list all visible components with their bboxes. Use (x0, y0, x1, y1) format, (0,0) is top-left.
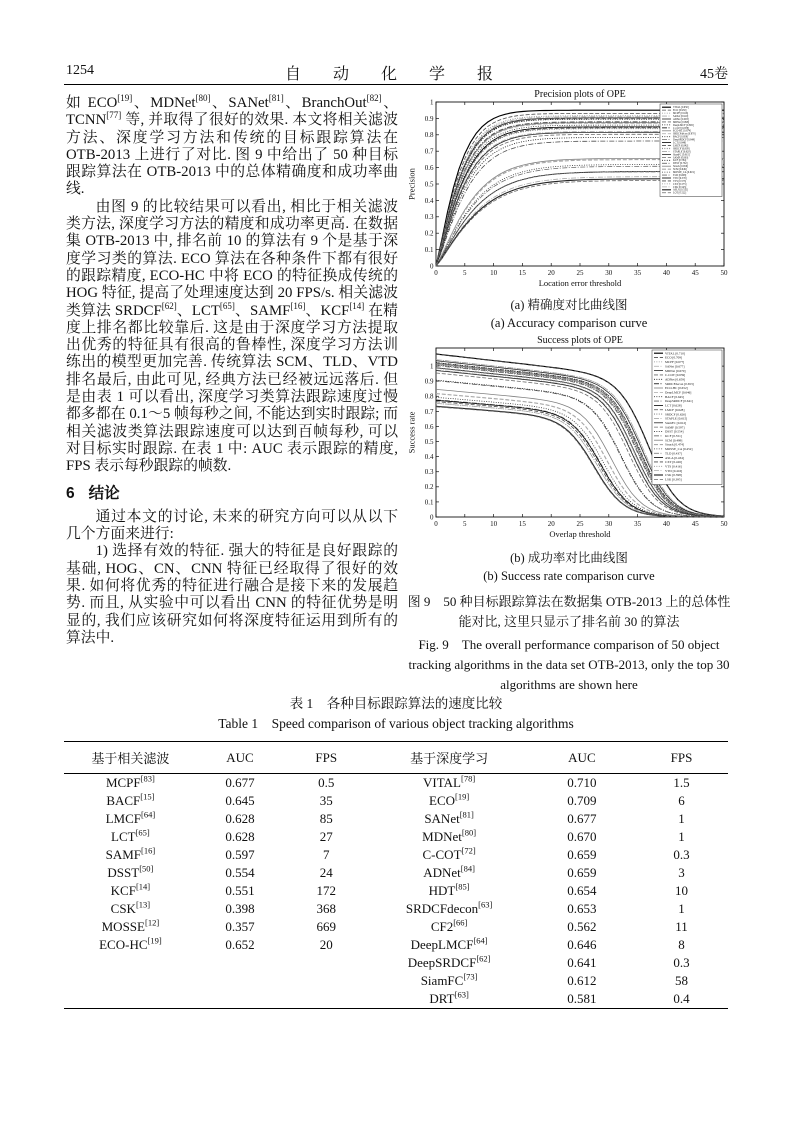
svg-text:CXT [0.426]: CXT [0.426] (665, 460, 682, 465)
svg-text:C-COT [0.659]: C-COT [0.659] (665, 373, 686, 378)
table-cell: 0.398 (225, 901, 255, 916)
svg-text:VITAL [0.950]: VITAL [0.950] (673, 106, 689, 110)
svg-text:DeepLMCF [0.646]: DeepLMCF [0.646] (665, 390, 692, 395)
svg-text:0.7: 0.7 (424, 147, 434, 156)
svg-text:DeepLMCF [0.895]: DeepLMCF [0.895] (673, 123, 694, 127)
svg-text:10: 10 (490, 520, 498, 528)
table-cell: 1.5 (673, 775, 690, 790)
table-cell (64, 954, 197, 972)
table-row (64, 846, 728, 864)
svg-text:Struck [0.474]: Struck [0.474] (665, 442, 685, 447)
page-header (64, 60, 728, 82)
svg-text:45: 45 (691, 520, 699, 528)
svg-text:30: 30 (605, 520, 613, 528)
table-header-cell: FPS (635, 742, 728, 774)
table-cell (64, 972, 197, 990)
svg-text:0.5: 0.5 (424, 437, 434, 446)
svg-text:ADNet [0.659]: ADNet [0.659] (665, 377, 685, 382)
table-cell: CSK[13] (110, 899, 151, 916)
svg-text:Precision: Precision (406, 168, 417, 200)
table-cell: 0.581 (567, 991, 597, 1006)
speed-table (64, 741, 728, 1009)
svg-text:0.9: 0.9 (424, 377, 434, 386)
svg-text:Struck [0.656]: Struck [0.656] (673, 165, 688, 169)
svg-text:15: 15 (518, 269, 526, 277)
svg-text:VTD [0.576]: VTD [0.576] (673, 176, 687, 180)
speed-table-body (64, 774, 728, 1009)
table-cell: SANet[81] (424, 809, 474, 826)
table-row (64, 864, 728, 882)
svg-text:ECO-HC [0.652]: ECO-HC [0.652] (665, 386, 688, 391)
svg-text:0.4: 0.4 (424, 453, 434, 462)
table-title-en: Table 1 Speed comparison of various object tracking algorithms (218, 716, 574, 731)
svg-text:KCF [0.551]: KCF [0.551] (665, 434, 682, 439)
figure-caption-en: Fig. 9 The overall performance comparison of 50 object tracking algorithms in the data set OTB-2013, only the top 30 algorithms are shown here (408, 637, 730, 692)
svg-text:Success plots of OPE: Success plots of OPE (537, 336, 623, 346)
svg-text:VTS [0.416]: VTS [0.416] (665, 464, 682, 469)
svg-text:BACF [0.859]: BACF [0.859] (673, 135, 688, 139)
right-column (406, 88, 732, 695)
precision-plot (406, 88, 732, 295)
table-cell: 1 (678, 901, 685, 916)
svg-text:Location error threshold: Location error threshold (538, 278, 622, 288)
table-cell: 0.677 (567, 811, 597, 826)
svg-text:DSST [0.762]: DSST [0.762] (673, 162, 688, 166)
section-heading (66, 485, 398, 502)
svg-text:VTS [0.575]: VTS [0.575] (673, 179, 687, 183)
body-paragraph: 由图 9 的比较结果可以看出, 相比于相关滤波类方法, 深度学习方法的精度和成功率更高. 在数据集 OTB-2013 中, 排名前 10 的算法有 9 个是基于深度学习类的算法. ECO 算法在各种条件下都有很好的跟踪精度, ECO-HC 中将 ECO 的特征换成传统的 HOG 特征, 提高了处理速度达到 20 FPS/s. 相关滤波类算法 SRDCF[62]、LCT[65]、SAMF[16]、KCF[14] 在精度上排名都比较靠后. 这是由于深度学习方法提取出优秀的特征具有很高的鲁棒性, 深度学习方法训练出的模型更加完善. 传统算法 SCM、TLD、VTD 排名最后, 由此可见, 经典方法已经被远远落后. 但是由表 1 可以看出, 深度学习类算法跟踪速度过慢都多都在 0.1～5 帧每秒之间, 不能达到实时跟踪; 而相关滤波类算法跟踪速度可以达到百帧每秒, 可以对目标实时跟踪. 在表 1 中: AUC 表示跟踪的精度, FPS 表示每秒跟踪的帧数. (66, 198, 398, 475)
svg-text:ECO [0.930]: ECO [0.930] (673, 109, 687, 113)
svg-text:LCT [0.628]: LCT [0.628] (665, 403, 682, 408)
table-cell: 0.628 (225, 829, 255, 844)
svg-text:SRDCFdecon [0.870]: SRDCFdecon [0.870] (673, 132, 696, 136)
svg-text:CXT [0.575]: CXT [0.575] (673, 182, 687, 186)
table-cell: 0.597 (225, 847, 255, 862)
table-cell: ADNet[84] (423, 863, 475, 880)
svg-text:0: 0 (430, 513, 434, 522)
svg-text:30: 30 (605, 269, 613, 277)
svg-text:CSK [0.545]: CSK [0.545] (673, 185, 687, 189)
table-cell: 0.3 (673, 955, 690, 970)
svg-text:SRDCF [0.838]: SRDCF [0.838] (673, 147, 690, 151)
svg-text:SiamFC [0.815]: SiamFC [0.815] (673, 153, 690, 157)
svg-text:MOSSE_CA [0.452]: MOSSE_CA [0.452] (665, 447, 693, 452)
svg-text:KCF [0.784]: KCF [0.784] (673, 159, 687, 163)
table-cell: C-COT[72] (422, 845, 476, 862)
table-cell: BACF[15] (106, 791, 155, 808)
table-row (64, 774, 728, 793)
svg-text:STAPLE [0.615]: STAPLE [0.615] (665, 416, 688, 421)
table-cell: 0.646 (567, 937, 597, 952)
svg-text:STAPLE [0.820]: STAPLE [0.820] (673, 150, 691, 154)
svg-text:MCPF [0.677]: MCPF [0.677] (665, 360, 685, 365)
speed-table-head (64, 742, 728, 774)
table-row (64, 918, 728, 936)
svg-text:SANet [0.677]: SANet [0.677] (665, 364, 685, 369)
table-cell (197, 972, 283, 990)
volume-label: 45卷 (700, 67, 728, 82)
svg-text:40: 40 (662, 269, 670, 277)
svg-text:50: 50 (720, 520, 728, 528)
svg-text:ASLA [0.532]: ASLA [0.532] (673, 188, 688, 192)
table-cell: DeepSRDCF[62] (407, 953, 491, 970)
svg-text:0.3: 0.3 (424, 468, 434, 477)
table-cell (197, 990, 283, 1009)
svg-text:MCPF [0.916]: MCPF [0.916] (673, 112, 689, 116)
svg-text:20: 20 (547, 520, 555, 528)
svg-text:10: 10 (490, 269, 498, 277)
header-rule (64, 84, 728, 85)
table-cell: 0.5 (318, 775, 335, 790)
figure-caption-cn: 图 9 50 种目标跟踪算法在数据集 OTB-2013 上的总体性能对比, 这里只显示了排名前 30 的算法 (407, 594, 731, 629)
table-cell: 0.3 (673, 847, 690, 862)
svg-text:BACF [0.645]: BACF [0.645] (665, 394, 685, 399)
table-cell: 10 (675, 883, 688, 898)
svg-text:VITAL [0.710]: VITAL [0.710] (665, 351, 685, 356)
svg-text:SRDCFdecon [0.653]: SRDCFdecon [0.653] (665, 381, 694, 386)
table-row (64, 792, 728, 810)
table-cell: 24 (319, 865, 333, 880)
table-header-cell: AUC (529, 742, 635, 774)
svg-text:Overlap threshold: Overlap threshold (549, 529, 611, 539)
table-cell: DRT[63] (429, 989, 469, 1006)
table-cell: HDT[85] (428, 881, 470, 898)
table-cell: 85 (319, 811, 333, 826)
table-cell: 0.645 (225, 793, 255, 808)
table-section (64, 694, 728, 1009)
table-cell: MDNet[80] (422, 827, 477, 844)
table-cell: SiamFC[73] (420, 971, 478, 988)
svg-text:SRDCF [0.626]: SRDCF [0.626] (665, 412, 686, 417)
table-cell: DSST[50] (107, 863, 154, 880)
table-cell: 0.551 (225, 883, 255, 898)
table-cell: 35 (319, 793, 333, 808)
table-cell: 0.654 (567, 883, 597, 898)
table-cell: 7 (323, 847, 330, 862)
svg-text:DeepSRDCF [0.641]: DeepSRDCF [0.641] (665, 399, 693, 404)
svg-text:0: 0 (434, 269, 438, 277)
svg-text:Precision plots of OPE: Precision plots of OPE (534, 89, 626, 100)
svg-text:0.8: 0.8 (424, 131, 434, 140)
table-cell: 27 (319, 829, 333, 844)
journal-title: 自 动 化 学 报 (284, 66, 507, 83)
table-cell: 1 (678, 829, 685, 844)
table-cell: 3 (678, 865, 685, 880)
svg-text:5: 5 (463, 520, 467, 528)
table-cell (283, 990, 369, 1009)
table-cell: 0.659 (567, 865, 597, 880)
table-cell (197, 954, 283, 972)
body-paragraph: 如 ECO[19]、MDNet[80]、SANet[81]、BranchOut[82]、TCNN[77] 等, 并取得了很好的效果. 本文将相关滤波方法、深度学习方法和传统的目标跟踪算法在 OTB-2013 上进行了对比. 图 9 中给出了 50 种目标跟踪算法在 OTB-2013 中的总体精确度和成功率曲线. (66, 93, 398, 198)
svg-text:DSST [0.554]: DSST [0.554] (665, 429, 684, 434)
svg-text:0.4: 0.4 (424, 196, 434, 205)
table-cell: SAMF[16] (105, 845, 156, 862)
svg-text:0.6: 0.6 (424, 422, 434, 431)
svg-text:0.2: 0.2 (424, 229, 434, 238)
table-cell: 0.4 (673, 991, 690, 1006)
svg-text:0.1: 0.1 (424, 498, 434, 507)
page-number: 1254 (66, 63, 94, 78)
svg-text:1: 1 (430, 98, 434, 107)
table-cell: KCF[14] (110, 881, 151, 898)
svg-text:1: 1 (430, 362, 434, 371)
table-cell: 0.652 (225, 937, 255, 952)
svg-text:40: 40 (662, 520, 670, 528)
svg-text:VTD [0.416]: VTD [0.416] (665, 468, 683, 473)
table-cell: LCT[65] (111, 827, 150, 844)
table-row (64, 882, 728, 900)
table-cell: 0.653 (567, 901, 597, 916)
svg-text:0.6: 0.6 (424, 164, 434, 172)
svg-text:LMCF [0.628]: LMCF [0.628] (665, 407, 685, 412)
svg-text:MOSSE_CA [0.619]: MOSSE_CA [0.619] (673, 171, 695, 175)
svg-text:35: 35 (634, 520, 642, 528)
svg-text:SiamFC [0.612]: SiamFC [0.612] (665, 420, 687, 425)
table-cell: LMCF[64] (105, 809, 156, 826)
table-header-cell: 基于相关滤波 (64, 742, 197, 774)
table-cell: 6 (678, 793, 685, 808)
table-header-cell: AUC (197, 742, 283, 774)
table-cell (283, 954, 369, 972)
table-cell: 0.628 (225, 811, 255, 826)
table-cell: 0.357 (225, 919, 255, 934)
svg-text:ECO [0.709]: ECO [0.709] (665, 355, 683, 360)
body-paragraph: 1) 选择有效的特征. 强大的特征是良好跟踪的基础, HOG、CN、CNN 特征已经取得了很好的效果. 如何将优秀的特征进行融合是接下来的发展趋势. 而且, 从实验中可以看出 CNN 的特征优势是明显的, 我们应该研究如何将深度特征运用到所有的算法中. (66, 543, 398, 646)
table-cell: CF2[66] (430, 917, 468, 934)
svg-text:0.9: 0.9 (424, 114, 434, 123)
table-cell: 58 (675, 973, 688, 988)
svg-text:0.3: 0.3 (424, 213, 434, 222)
table-cell: 0.641 (567, 955, 597, 970)
svg-text:ECO-HC [0.874]: ECO-HC [0.874] (673, 129, 691, 133)
svg-text:25: 25 (576, 269, 584, 277)
section-title: 结论 (88, 484, 120, 502)
table-cell (283, 972, 369, 990)
table-cell: 669 (316, 919, 337, 934)
svg-text:TLD [0.608]: TLD [0.608] (673, 173, 687, 177)
svg-text:0: 0 (430, 262, 434, 271)
svg-text:35: 35 (634, 269, 642, 277)
svg-text:0.1: 0.1 (424, 246, 434, 254)
section-number: 6 (66, 484, 75, 502)
svg-text:50: 50 (720, 269, 728, 277)
svg-text:15: 15 (518, 520, 526, 528)
svg-text:Success rate: Success rate (406, 411, 417, 454)
table-cell: 0.562 (567, 919, 597, 934)
table-cell: 20 (319, 937, 333, 952)
svg-text:LOT [0.522]: LOT [0.522] (673, 191, 687, 195)
table-cell: 0.710 (567, 775, 597, 790)
svg-text:C-COT [0.878]: C-COT [0.878] (673, 126, 689, 130)
table-cell: 11 (675, 919, 688, 934)
body-paragraph: 通过本文的讨论, 未来的研究方向可以从以下几个方面来进行: (66, 508, 398, 543)
svg-text:SAMF [0.803]: SAMF [0.803] (673, 156, 689, 160)
table-cell: 0.659 (567, 847, 597, 862)
table-cell: 0.677 (225, 775, 255, 790)
table-cell: 172 (316, 883, 337, 898)
table-cell: SRDCFdecon[63] (405, 899, 493, 916)
table-header-row (64, 742, 728, 774)
table-row (64, 810, 728, 828)
svg-text:0.5: 0.5 (424, 180, 434, 189)
svg-text:LMCF [0.842]: LMCF [0.842] (673, 144, 689, 148)
svg-text:ADNet [0.903]: ADNet [0.903] (673, 117, 689, 121)
svg-text:5: 5 (463, 269, 467, 277)
table-cell: 8 (678, 937, 685, 952)
table-cell: DeepLMCF[64] (410, 935, 488, 952)
success-plot (406, 336, 732, 548)
svg-text:MDNet [0.670]: MDNet [0.670] (665, 368, 686, 373)
table-cell: 1 (678, 811, 685, 826)
table-title-cn: 表 1 各种目标跟踪算法的速度比较 (289, 696, 503, 711)
table-cell: 0.554 (225, 865, 255, 880)
table-cell: 0.670 (567, 829, 597, 844)
table-row (64, 990, 728, 1009)
left-column (66, 95, 398, 647)
svg-text:25: 25 (576, 520, 584, 528)
svg-text:0.2: 0.2 (424, 483, 434, 492)
svg-text:20: 20 (547, 269, 555, 277)
table-header-cell: 基于深度学习 (369, 742, 528, 774)
svg-text:CSK [0.398]: CSK [0.398] (665, 473, 682, 478)
table-cell: 0.709 (567, 793, 597, 808)
table-cell: ECO-HC[19] (99, 935, 162, 952)
table-cell: MOSSE[12] (101, 917, 160, 934)
svg-text:45: 45 (691, 269, 699, 277)
svg-text:0.7: 0.7 (424, 407, 434, 416)
svg-text:SAMF [0.597]: SAMF [0.597] (665, 425, 685, 430)
table-row (64, 900, 728, 918)
svg-text:ASLA [0.434]: ASLA [0.434] (665, 455, 684, 460)
svg-text:MDNet [0.898]: MDNet [0.898] (673, 120, 690, 124)
table-row (64, 936, 728, 954)
table-cell: 368 (316, 901, 337, 916)
table-cell: 0.612 (567, 973, 597, 988)
svg-text:SCM [0.499]: SCM [0.499] (665, 438, 683, 443)
caption-a-cn: (a) 精确度对比曲线图 (510, 298, 628, 312)
table-cell: ECO[19] (429, 791, 470, 808)
table-cell (64, 990, 197, 1009)
svg-text:SCM [0.649]: SCM [0.649] (673, 168, 687, 172)
svg-text:LSK [0.395]: LSK [0.395] (665, 477, 682, 482)
svg-text:TLD [0.437]: TLD [0.437] (665, 451, 682, 456)
svg-text:0.8: 0.8 (424, 392, 434, 401)
table-row (64, 828, 728, 846)
table-cell: MCPF[83] (105, 773, 155, 790)
table-row (64, 954, 728, 972)
caption-b-cn: (b) 成功率对比曲线图 (510, 551, 628, 565)
svg-text:0: 0 (434, 520, 438, 528)
table-header-cell: FPS (283, 742, 369, 774)
table-row (64, 972, 728, 990)
caption-b-en: (b) Success rate comparison curve (483, 569, 655, 583)
table-cell: VITAL[78] (423, 773, 476, 790)
caption-a-en: (a) Accuracy comparison curve (490, 316, 648, 330)
svg-text:SANet [0.910]: SANet [0.910] (673, 114, 689, 118)
svg-text:LCT [0.848]: LCT [0.848] (673, 141, 687, 145)
svg-text:DeepSRDCF [0.849]: DeepSRDCF [0.849] (673, 138, 695, 142)
